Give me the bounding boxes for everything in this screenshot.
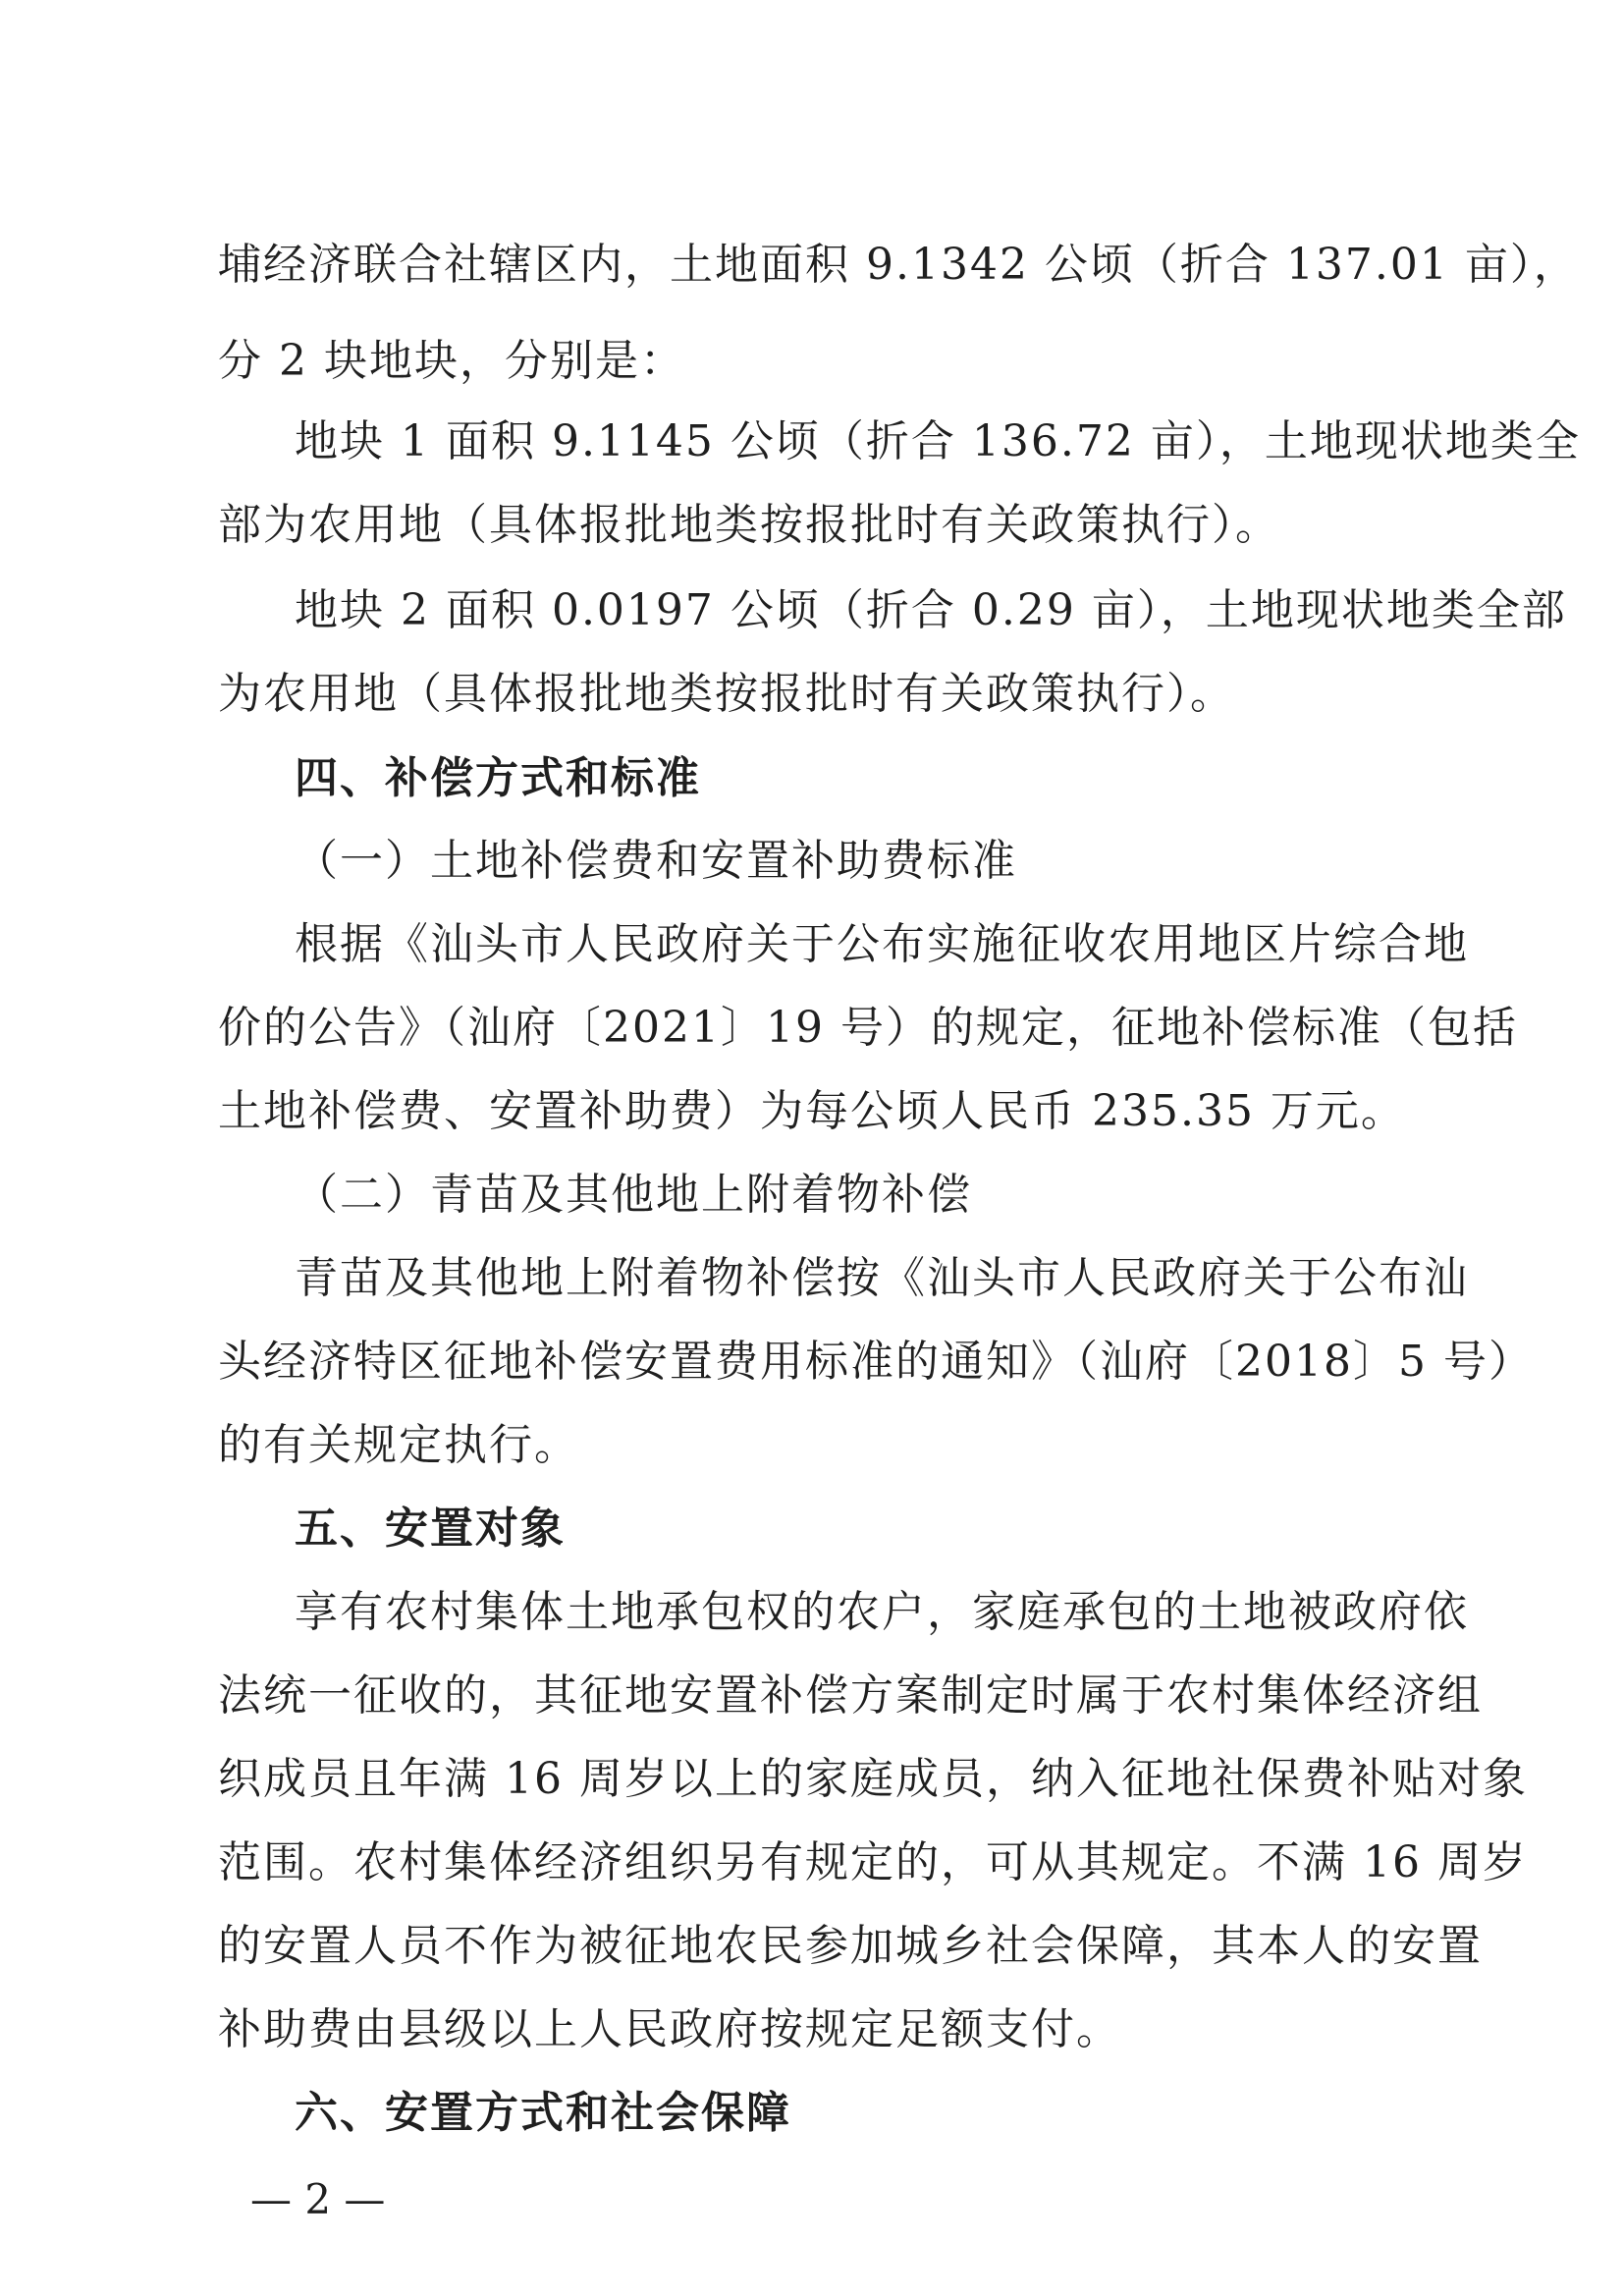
paragraph-line: 地块 2 面积 0.0197 公顷（折合 0.29 亩），土地现状地类全部 xyxy=(295,585,1567,635)
paragraph-line: 的安置人员不作为被征地农民参加城乡社会保障，其本人的安置 xyxy=(218,1921,1483,1971)
paragraph-line: 补助费由县级以上人民政府按规定足额支付。 xyxy=(218,2004,1121,2054)
section-heading: 五、安置对象 xyxy=(295,1503,566,1554)
paragraph-line: 分 2 块地块，分别是： xyxy=(218,336,685,386)
paragraph-line: 为农用地（具体报批地类按报批时有关政策执行）。 xyxy=(218,669,1235,719)
paragraph-line: 头经济特区征地补偿安置费用标准的通知》（汕府〔2018〕5 号） xyxy=(218,1337,1534,1387)
paragraph-line: 享有农村集体土地承包权的农户，家庭承包的土地被政府依 xyxy=(295,1587,1469,1637)
page-number: — 2 — xyxy=(250,2175,386,2223)
subsection-heading: （一）土地补偿费和安置补助费标准 xyxy=(295,836,1017,886)
paragraph-line: 地块 1 面积 9.1145 公顷（折合 136.72 亩），土地现状地类全 xyxy=(295,416,1581,466)
paragraph-line: 织成员且年满 16 周岁以上的家庭成员，纳入征地社保费补贴对象 xyxy=(218,1754,1528,1804)
paragraph-line: 埔经济联合社辖区内，土地面积 9.1342 公顷（折合 137.01 亩）， xyxy=(218,240,1579,290)
paragraph-line: 法统一征收的，其征地安置补偿方案制定时属于农村集体经济组 xyxy=(218,1670,1483,1721)
paragraph-line: 部为农用地（具体报批地类按报批时有关政策执行）。 xyxy=(218,500,1280,550)
paragraph-line: 根据《汕头市人民政府关于公布实施征收农用地区片综合地 xyxy=(295,919,1469,969)
paragraph-line: 价的公告》（汕府〔2021〕19 号）的规定，征地补偿标准（包括 xyxy=(218,1003,1518,1053)
paragraph-line: 范围。农村集体经济组织另有规定的，可从其规定。不满 16 周岁 xyxy=(218,1837,1528,1887)
section-heading: 四、补偿方式和标准 xyxy=(295,753,701,803)
section-heading: 六、安置方式和社会保障 xyxy=(295,2088,791,2138)
paragraph-line: 的有关规定执行。 xyxy=(218,1420,579,1470)
subsection-heading: （二）青苗及其他地上附着物补偿 xyxy=(295,1170,972,1220)
paragraph-line: 土地补偿费、安置补助费）为每公顷人民币 235.35 万元。 xyxy=(218,1086,1406,1136)
paragraph-line: 青苗及其他地上附着物补偿按《汕头市人民政府关于公布汕 xyxy=(295,1253,1469,1303)
